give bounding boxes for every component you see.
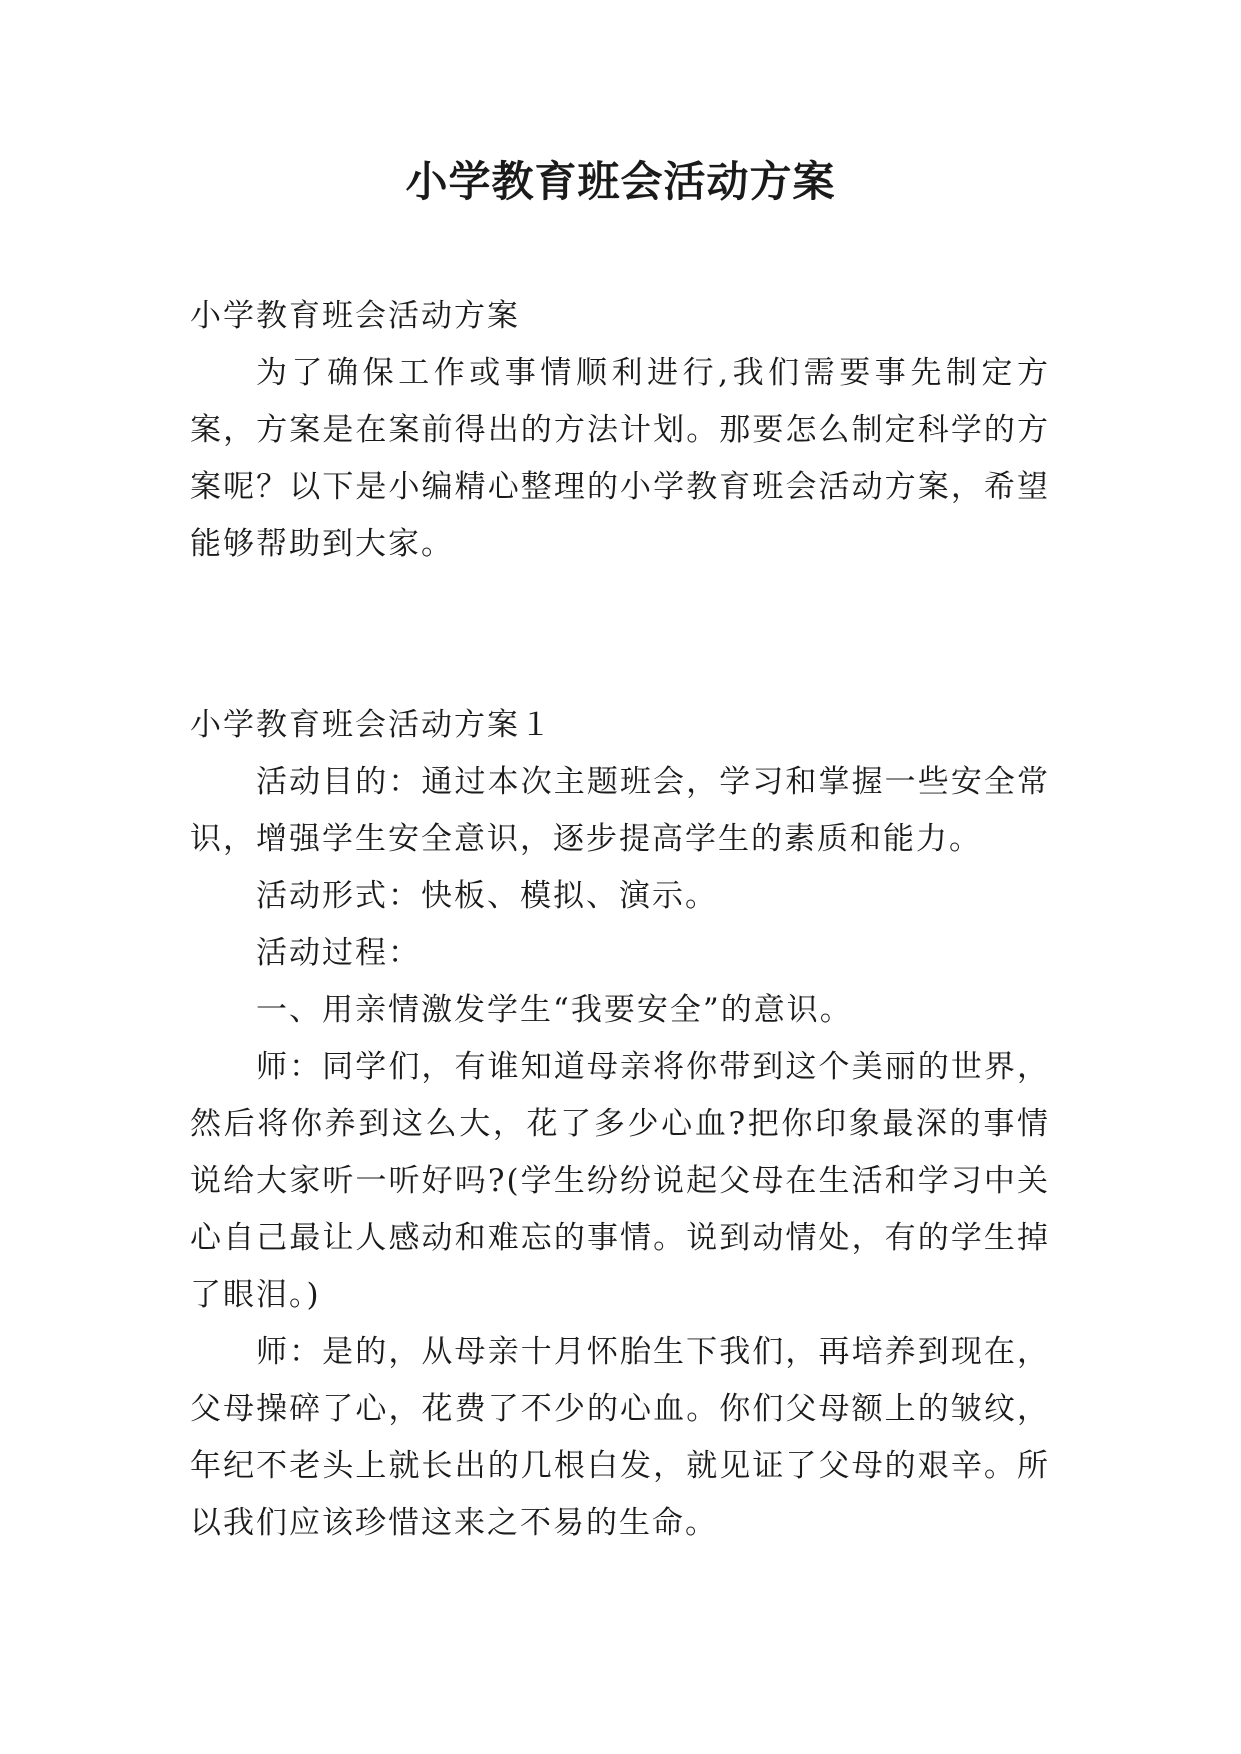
section-heading: 小学教育班会活动方案１ (190, 707, 553, 743)
paragraph-step-one: 一、用亲情激发学生“我要安全”的意识。 (256, 992, 853, 1028)
paragraph-process: 活动过程： (256, 935, 421, 971)
paragraph-teacher-question: 师：同学们，有谁知道母亲将你带到这个美丽的世界，然后将你养到这么大，花了多少心血?把你印象最深的事情说给大家听一听好吗?(学生纷纷说起父母在生活和学习中关心自己最让人感动和难忘的事情。说到动情处，有的学生掉了眼泪。) (190, 1049, 1050, 1313)
plan-section-1 (190, 697, 1050, 1552)
document-subtitle: 小学教育班会活动方案 (190, 298, 520, 334)
paragraph-form: 活动形式：快板、模拟、演示。 (256, 878, 718, 914)
paragraph-teacher-summary: 师：是的，从母亲十月怀胎生下我们，再培养到现在，父母操碎了心，花费了不少的心血。你们父母额上的皱纹，年纪不老头上就长出的几根白发，就见证了父母的艰辛。所以我们应该珍惜这来之不易的生命。 (190, 1334, 1050, 1541)
intro-section (190, 288, 1050, 573)
document-title: 小学教育班会活动方案 (405, 157, 836, 206)
intro-paragraph: 为了确保工作或事情顺利进行,我们需要事先制定方案，方案是在案前得出的方法计划。那要怎么制定科学的方案呢？以下是小编精心整理的小学教育班会活动方案，希望能够帮助到大家。 (190, 355, 1050, 562)
paragraph-purpose: 活动目的：通过本次主题班会，学习和掌握一些安全常识，增强学生安全意识，逐步提高学生的素质和能力。 (190, 764, 1050, 857)
